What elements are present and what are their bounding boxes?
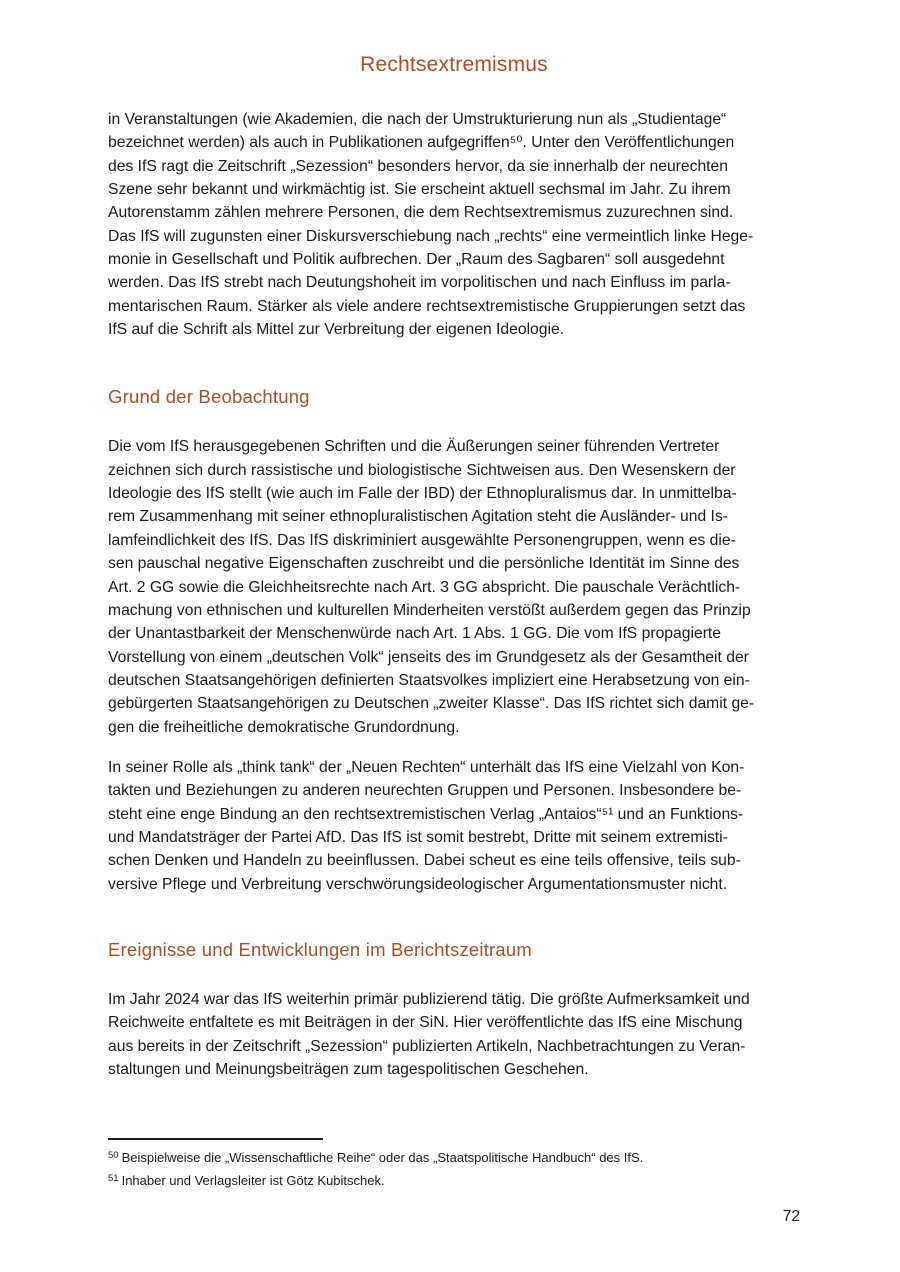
- text-line: schen Denken und Handeln zu beeinflussen. Dabei scheut es eine teils offensive, teils sub-: [108, 852, 741, 870]
- text-line: Das IfS will zugunsten einer Diskursverschiebung nach „rechts“ eine vermeintlich linke Hege-: [108, 227, 754, 245]
- text-line: lamfeindlichkeit des IfS. Das IfS diskriminiert ausgewählte Personengruppen, wenn es die-: [108, 531, 736, 549]
- text-line: in Veranstaltungen (wie Akademien, die nach der Umstrukturierung nun als „Studientage“: [108, 111, 727, 128]
- page-number: 72: [782, 1208, 800, 1226]
- body-paragraph: [108, 435, 800, 738]
- footnote-separator: [108, 1138, 323, 1140]
- text-line: des IfS ragt die Zeitschrift „Sezession“ besonders hervor, da sie innerhalb der neurechten: [108, 157, 728, 175]
- section-grund-der-beobachtung: [108, 385, 800, 896]
- footnote-marker: 51: [108, 1173, 119, 1185]
- text-line: Ideologie des IfS stellt (wie auch im Falle der IBD) der Ethnopluralismus dar. In unmittelba-: [108, 485, 737, 503]
- text-line: staltungen und Meinungsbeiträgen zum tagespolitischen Geschehen.: [108, 1061, 589, 1078]
- text-line: Vorstellung von einem „deutschen Volk“ jenseits des im Grundgesetz als der Gesamtheit der: [108, 648, 749, 666]
- text-line: zeichnen sich durch rassistische und biologistische Sichtweisen aus. Den Wesenskern der: [108, 461, 736, 479]
- text-line: versive Pflege und Verbreitung verschwörungsideologischer Argumentationsmuster nicht.: [108, 875, 728, 893]
- text-line: Szene sehr bekannt und wirkmächtig ist. Sie erscheint aktuell sechsmal im Jahr. Zu ihrem: [108, 181, 731, 199]
- text-line: bezeichnet werden) als auch in Publikationen aufgegriffen⁵⁰. Unter den Veröffentlichungen: [108, 134, 735, 152]
- text-line: takten und Beziehungen zu anderen neurechten Gruppen und Personen. Insbesondere be-: [108, 782, 742, 800]
- footnote: [108, 1170, 800, 1193]
- text-line: machung von ethnischen und kulturellen Minderheiten verstößt außerdem gegen das Prinzip: [108, 601, 751, 619]
- text-line: der Unantastbarkeit der Menschenwürde nach Art. 1 Abs. 1 GG. Die vom IfS propagierte: [108, 625, 721, 643]
- text-line: deutschen Staatsangehörigen definierten Staatsvolkes impliziert eine Herabsetzung von ein-: [108, 671, 750, 689]
- text-line: werden. Das IfS strebt nach Deutungshoheit im vorpolitischen und nach Einfluss im parla-: [108, 274, 731, 292]
- text-line: Autorenstamm zählen mehrere Personen, die dem Rechtsextremismus zuzurechnen sind.: [108, 204, 734, 222]
- text-line: IfS auf die Schrift als Mittel zur Verbreitung der eigenen Ideologie.: [108, 321, 565, 339]
- text-line: Die vom IfS herausgegebenen Schriften und die Äußerungen seiner führenden Vertreter: [108, 438, 720, 456]
- text-line: Im Jahr 2024 war das IfS weiterhin primär publizierend tätig. Die größte Aufmerksamkeit und: [108, 990, 750, 1008]
- page-title: Rechtsextremismus: [360, 53, 548, 76]
- section-heading: Grund der Beobachtung: [108, 386, 310, 408]
- body-paragraph: [108, 756, 800, 896]
- footnote-text: Beispielweise die „Wissenschaftliche Reihe“ oder das „Staatspolitische Handbuch“ des IfS.: [121, 1150, 644, 1166]
- text-line: gen die freiheitliche demokratische Grundordnung.: [108, 718, 460, 736]
- page-footer: [108, 1138, 800, 1227]
- text-line: gebürgerten Staatsangehörigen zu Deutschen „zweiter Klasse“. Das IfS richtet sich damit ge-: [108, 695, 755, 713]
- text-line: aus bereits in der Zeitschrift „Sezession“ publizierten Artikeln, Nachbetrachtungen zu Veran-: [108, 1037, 746, 1055]
- text-line: mentarischen Raum. Stärker als viele andere rechtsextremistische Gruppierungen setzt das: [108, 297, 746, 315]
- text-line: In seiner Rolle als „think tank“ der „Neuen Rechten“ unterhält das IfS eine Vielzahl von Kon-: [108, 758, 745, 776]
- text-line: steht eine enge Bindung an den rechtsextremistischen Verlag „Antaios“⁵¹ und an Funktions-: [108, 805, 744, 823]
- intro-paragraph: [108, 108, 800, 341]
- text-line: rem Zusammenhang mit seiner ethnopluralistischen Agitation steht die Ausländer- und Is-: [108, 508, 728, 526]
- body-paragraph: [108, 988, 800, 1081]
- section-heading: Ereignisse und Entwicklungen im Berichtszeitraum: [108, 938, 532, 960]
- section-ereignisse-und-entwicklungen: [108, 938, 800, 1081]
- text-line: Art. 2 GG sowie die Gleichheitsrechte nach Art. 3 GG abspricht. Die pauschale Verächtlich-: [108, 578, 741, 596]
- text-line: und Mandatsträger der Partei AfD. Das IfS ist somit bestrebt, Dritte mit seinem extremisti-: [108, 828, 728, 846]
- text-line: monie in Gesellschaft und Politik aufbrechen. Der „Raum des Sagbaren“ soll ausgedehnt: [108, 251, 725, 269]
- footnote-text: Inhaber und Verlagsleiter ist Götz Kubitschek.: [121, 1173, 385, 1189]
- text-line: Reichweite entfaltete es mit Beiträgen in der SiN. Hier veröffentlichte das IfS eine Mischung: [108, 1014, 743, 1032]
- footnote: [108, 1147, 800, 1170]
- text-line: sen pauschal negative Eigenschaften zuschreibt und die persönliche Identität im Sinne des: [108, 555, 740, 573]
- footnote-marker: 50: [108, 1150, 119, 1162]
